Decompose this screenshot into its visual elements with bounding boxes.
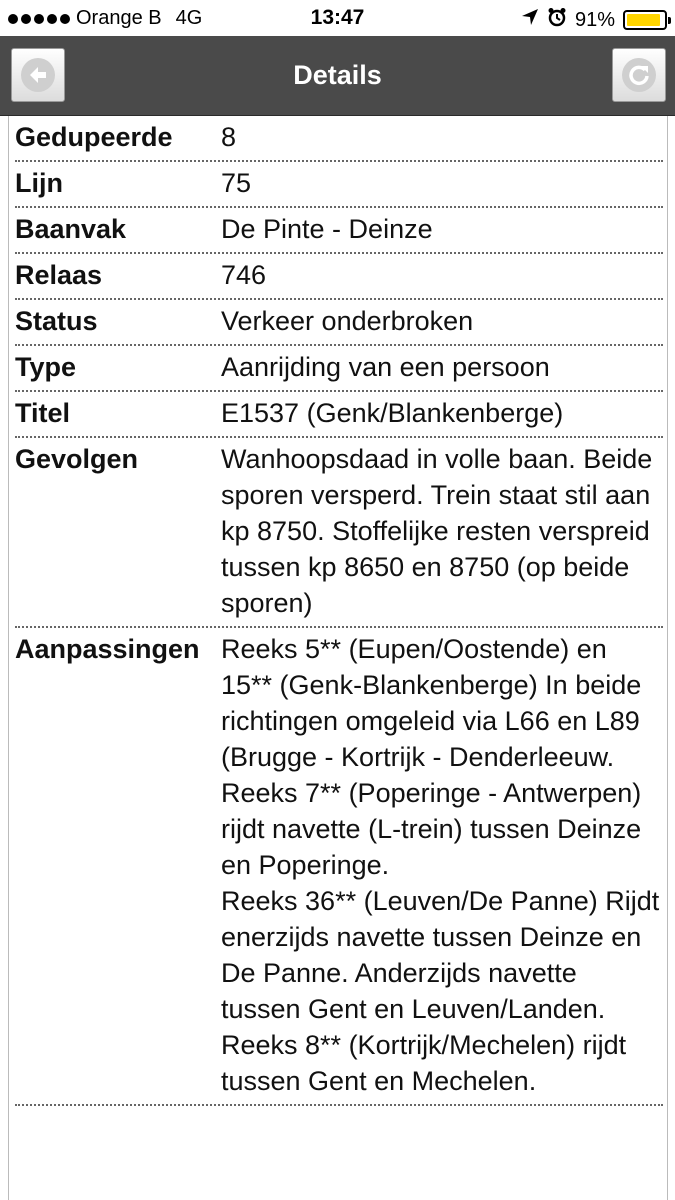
navigation-bar xyxy=(0,36,675,116)
battery-level-fill xyxy=(627,14,660,26)
detail-label: Type xyxy=(15,352,77,382)
battery-icon xyxy=(623,10,667,30)
page-title: Details xyxy=(293,60,382,90)
detail-value xyxy=(221,631,663,1099)
detail-row-gevolgen xyxy=(15,438,663,628)
detail-row-relaas xyxy=(15,254,663,300)
alarm-clock-icon xyxy=(547,7,567,33)
adjustment-paragraph: Reeks 36** (Leuven/De Panne) Rijdt enerzijds navette tussen Deinze en De Panne. Anderzijds navette tussen Gent en Leuven/Landen. xyxy=(221,886,660,1024)
adjustment-paragraph: Reeks 7** (Poperinge - Antwerpen) rijdt navette (L-trein) tussen Deinze en Poperinge. xyxy=(221,778,642,880)
detail-label: Gevolgen xyxy=(15,444,139,474)
detail-value: 8 xyxy=(221,122,237,152)
detail-row-baanvak xyxy=(15,208,663,254)
detail-row-aanpassingen xyxy=(15,628,663,1106)
location-arrow-icon xyxy=(521,8,539,32)
carrier-name: Orange B xyxy=(76,7,162,29)
detail-label: Baanvak xyxy=(15,214,127,244)
detail-label: Status xyxy=(15,306,98,336)
status-bar xyxy=(0,0,675,36)
network-type: 4G xyxy=(175,7,203,29)
refresh-button[interactable] xyxy=(612,48,666,102)
detail-value: De Pinte - Deinze xyxy=(221,214,433,244)
adjustment-paragraph: Reeks 8** (Kortrijk/Mechelen) rijdt tussen Gent en Mechelen. xyxy=(221,1030,627,1096)
detail-value: 746 xyxy=(221,260,267,290)
detail-value: 75 xyxy=(221,168,252,198)
refresh-icon xyxy=(622,58,656,92)
detail-row-type xyxy=(15,346,663,392)
detail-label: Titel xyxy=(15,398,71,428)
detail-value: E1537 (Genk/Blankenberge) xyxy=(221,398,564,428)
detail-label: Relaas xyxy=(15,260,103,290)
detail-label: Lijn xyxy=(15,168,63,198)
detail-row-status xyxy=(15,300,663,346)
details-table xyxy=(8,116,668,1200)
detail-row-titel xyxy=(15,392,663,438)
detail-value: Wanhoopsdaad in volle baan. Beide sporen versperd. Trein staat stil aan kp 8750. Stoffelijke resten verspreid tussen kp 8650 en 8750 (op beide sporen) xyxy=(221,444,653,618)
detail-label: Gedupeerde xyxy=(15,122,173,152)
adjustment-paragraph: Reeks 5** (Eupen/Oostende) en 15** (Genk-Blankenberge) In beide richtingen omgeleid via L66 en L89 (Brugge - Kortrijk - Denderleeuw. xyxy=(221,634,642,772)
detail-value: Aanrijding van een persoon xyxy=(221,352,550,382)
detail-row-gedupeerde xyxy=(15,116,663,162)
battery-percentage: 91% xyxy=(574,8,615,31)
detail-row-lijn xyxy=(15,162,663,208)
detail-label: Aanpassingen xyxy=(15,634,200,664)
detail-value: Verkeer onderbroken xyxy=(221,306,474,336)
clock: 13:47 xyxy=(310,6,365,29)
